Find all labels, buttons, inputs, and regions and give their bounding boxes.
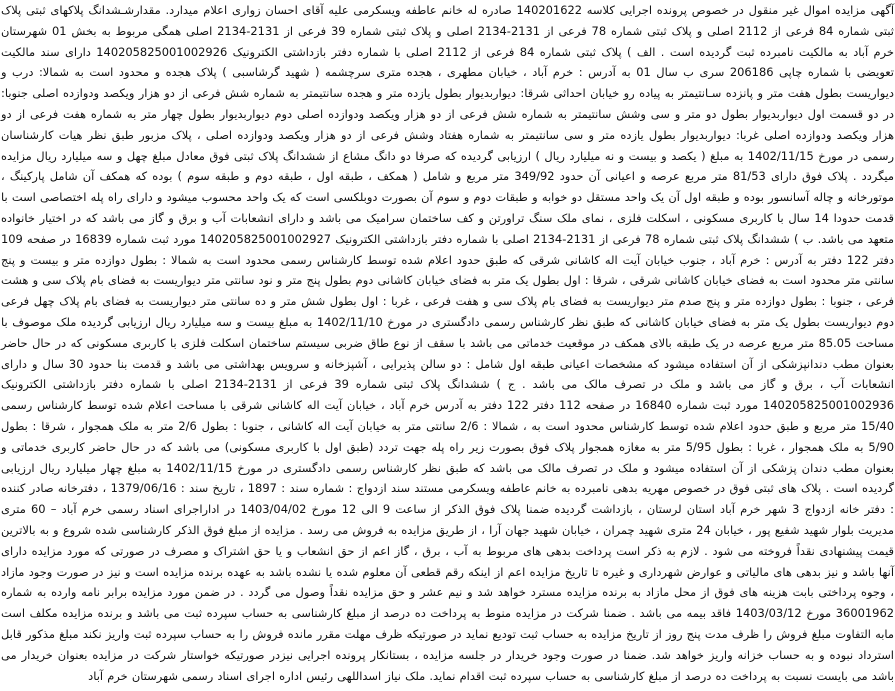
auction-notice-text: آگهی مزایده اموال غیر منقول در خصوص پرونده اجرایی کلاسه 140201622 صادره له خانم عاطفه ویسکرمی علیه آقای احسان زواری اعلام میدارد. مقدارشـشدانگ پلاکهای ثبتی پلاک ثبتی شماره 84 فرعی از 2112 اصلی و پلاک ثبتی شماره 78 فرعی از 2131-2134 اصلی و پلاک ثبتی شماره 39 فرعی از 2131-2134 اصلی همگی مربوط به بخش 01 شهرستان خرم آباد به مالکیت نامبرده ثبت گردیده است . الف ) پلاک ثبتی شماره 84 فرعی از 2112 اصلی با شماره دفتر بازداشتی الکترونیک 140205825001002926 دارای سند مالکیت تعویضی با شماره چاپی 206186 سری ب سال 01 به آدرس : خرم آباد ، خیابان مطهری ، هجده متری سرچشمه ( شهید گرشاسبی ) پلاک هجده و محدود است به شمالا: درب و دیواریست بطول هفت متر و پانزده سـانتیمتر به پیاده رو خیابان احداثی شرقا: دیواربدیوار بطول یازده متر و هجده سانتیمتر به شماره شش فرعی از دو هزار ویکصد ودوازده اصلی جنوبا: در دو قسمت اول دیواربدیوار بطول دو متر و سی وشش سانتیمتر به شماره شش فرعی از دو هزار ویکصد ودوازده اصلی دوم دیواربدیوار بطول چهار متر به شماره هفت فرعی از دو هزار ویکصد ودوازده اصلی غربا: دیواربدیوار بطول یازده متر و سی سانتیمتر به شماره هفتاد وشش فرعی از دو هزار ویکصد ودوازده اصلی ، پلاک مزبور طبق نظر هیات کارشناسان رسمی در مورخ 1402/11/15 به مبلغ ( یکصد و بیست و نه میلیارد ریال ) ارزیابی گردیده که صرفا دو دانگ مشاع از ششدانگ پلاک ثبتی فوق معادل مبلغ چهل و سه میلیارد ریال مزایده میگردد . پلاک فوق دارای 81/53 متر مربع عرصه و اعیانی آن حدود 349/92 متر مربع و شامل ( همکف ، طبقه اول ، طبقه دوم و طبقه سوم ) بوده که همکف آن شامل پارکینگ ، موتورخانه و چاله آسانسور بوده و طبقه اول آن یک واحد مستقل دو خوابه و طبقات دوم و سوم آن بصورت دوبلکسی است که یک واحد محسوب میشود و دارای راه پله اختصاصی است با قدمت حدودا 14 سال با کاربری مسکونی ، اسکلت فلزی ، نمای ملک سنگ تراورتن و کف ساختمان سرامیک می باشد و دارای انشعابات آب و برق و گاز می باشد که در اختیار خانواده متعهد می باشد. ب ) ششدانگ پلاک ثبتی شماره 78 فرعی از 2131-2134 اصلی با شماره دفتر بازداشتی الکترونیک 140205825001002927 مورد ثبت شماره 16839 در صفحه 109 دفتر 122 دفتر به آدرس : خرم آباد ، جنوب خیابان آیت اله کاشانی شرقی که طبق حدود اعلام شده توسط کارشناس رسمی محدود است به شمالا : بطول دوازده متر و بیست و پنج سانتی متر محدود است به فضای خیابان کاشانی شرقی ، شرقا : اول بطول یک متر به فضای خیابان کاشانی دوم بطول پنج متر و نود سانتی متر دیواریست به فضای بام پلاک سی و هشت فرعی ، جنوبا : بطول دوازده متر و پنج صدم متر دیواریست به فضای بام پلاک سی و هفت فرعی ، غربا : اول بطول شش متر و ده سانتی متر دیواریست به فضای بام پلاک چهل فرعی دوم دیواریست بطول یک متر به فضای خیابان کاشانی که طبق نظر کارشناس رسمی دادگستری در مورخ 1402/11/10 به مبلغ بیست و سه میلیارد ریال ارزیابی گردیده ملک موصوف با مساحت 85.05 متر مربع عرصه در یک طبقه بالای همکف در موقعیت خدماتی می باشد با سقف از نوع طاق ضربی سیستم ساختمان اسکلت فلزی با کاربری مسکونی که در حال حاضر بعنوان مطب دندانپزشکی از آن استفاده میشود که مشخصات اعیانی طبقه اول شامل : دو سالن پذیرایی ، آشپزخانه و سرویس بهداشتی می باشد و قدمت بنا حدود 30 سال و دارای انشعابات آب ، برق و گاز می باشد و ملک در تصرف مالک می باشد . ج ) ششدانگ پلاک ثبتی شماره 39 فرعی از 2131-2134 اصلی با شماره دفتر بازداشتی الکترونیک 140205825001002936 مورد ثبت شماره 16840 در صفحه 112 دفتر 122 دفتر به آدرس خرم آباد ، خیابان آیت اله کاشانی شرقی با مساحت اعلام شده توسط کارشناس رسمی 15/40 متر مربع و طبق حدود اعلام شده توسط کارشناس محدود است به ، شمالا : 2/6 سانتی متر به خیابان آیت اله کاشانی ، جنوبا : بطول 2/6 متر به ملک همجوار ، شرقا : بطول 5/90 به ملک همجوار ، غربا : بطول 5/95 متر به مغازه همجوار پلاک فوق بصورت زیر راه پله جهت تردد (طبق اول با کاربری مسکونی) می باشد که در حال حاضر کاربری خدماتی و بعنوان مطب دندان پزشکی از آن استفاده میشود و ملک در تصرف مالک می باشد که طبق نظر کارشناس رسمی دادگستری در مورخ 1402/11/15 به مبلغ چهار میلیارد ریال ارزیابی گردیده است . پلاک های ثبتی فوق در خصوص مهریه بدهی نامبرده به خانم عاطفه ویسکرمی مستند سند ازدواج : شماره سند : 1897 ، تاریخ سند : 1379/06/16 ، دفترخانه صادر کننده : دفتر خانه ازدواج 3 شهر خرم آباد استان لرستان ، بازداشت گردیده ضمنا پلاک فوق الذکر از ساعت 9 الی 12 مورخ 1403/04/02 در اداراجرای اسناد رسمی خرم آباد – 60 متری مدیریت بلوار شهید شفیع پور ، خیابان 24 متری شهید چمران ، خیابان شهید جهان آرا ، از طریق مزایده به فروش می رسد . مزایده از مبلغ فوق الذکر کارشناسی شده شروع و به بالاترین قیمت پیشنهادی نقداً فروخته می شود . لازم به ذکر است پرداخت بدهی های مربوط به آب ، برق ، گاز اعم از حق انشعاب و یا حق اشتراک و مصرف در صورتی که مورد مزایده دارای آنها باشد و نیز بدهی های مالیاتی و عوارض شهرداری و غیره تا تاریخ مزایده اعم از اینکه رقم قطعی آن معلوم شده یا نشده باشد به عهده برنده مزایده است و نیز در صورت وجود مازاد ، وجوه پرداختی بابت هزینه های فوق از محل مازاد به برنده مزایده مسترد خواهد شد و نیم عشر و حق مزایده نقداً وصول می گردد . در ضمن مورد مزایده برابر نامه وارده به شماره 36001962 مورخ 1403/03/12 فاقد بیمه می باشد . ضمنا شرکت در مزایده منوط به پرداخت ده درصد از مبلغ کارشناسی به حساب سپرده ثبت می باشد و برنده مزایده مکلف است مابه التفاوت مبلغ فروش را ظرف مدت پنج روز از تاریخ مزایده به حساب ثبت تودیع نماید در صورتیکه ظرف مهلت مقرر مانده فروش را به حساب سپرده ثبت واریز نکند مبلغ مذکور قابل استرداد نبوده و به حساب خزانه واریز خواهد شد. ضمنا در صورت وجود خریدار در جلسه مزایده ، بستانکار پرونده اجرایی نیزدر صورتیکه خواستار شرکت در مزایده بعنوان خریدار می باشد می بایست نسبت به پرداخت ده درصد از مبلغ کارشناسی به حساب سپرده ثبت اقدام نماید. ملک نیاز اسداللهی رئیس اداره اجرای اسناد رسمی شهرستان خرم آباد [1, 3, 895, 683]
